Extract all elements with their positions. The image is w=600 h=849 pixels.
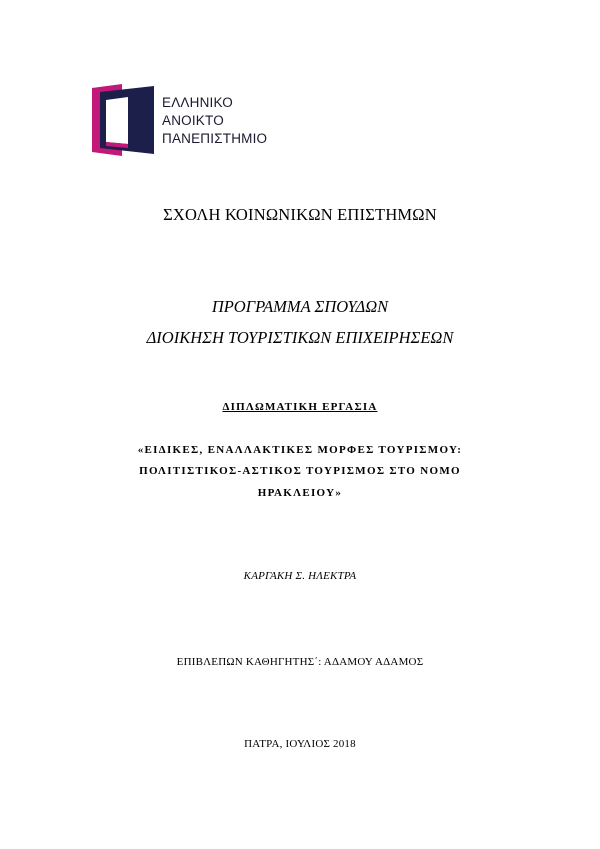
supervisor: ΕΠΙΒΛΕΠΩΝ ΚΑΘΗΓΗΤΗΣ΄: ΑΔΑΜΟΥ ΑΔΑΜΟΣ	[176, 656, 424, 668]
author-name: ΚΑΡΓΑΚΗ Σ. ΗΛΕΚΤΡΑ	[243, 570, 357, 582]
place-date: ΠΑΤΡΑ, ΙΟΥΛΙΟΣ 2018	[244, 738, 356, 750]
program-label: ΠΡΟΓΡΑΜΜΑ ΣΠΟΥΔΩΝ	[211, 297, 389, 316]
logo-line-2: ΑΝΟΙΚΤΟ	[162, 113, 224, 128]
program-name: ΔΙΟΙΚΗΣΗ ΤΟΥΡΙΣΤΙΚΩΝ ΕΠΙΧΕΙΡΗΣΕΩΝ	[146, 328, 454, 347]
thesis-title-line-3: ΗΡΑΚΛΕΙΟΥ»	[257, 487, 343, 499]
thesis-title-line-1: «ΕΙΔΙΚΕΣ, ΕΝΑΛΛΑΚΤΙΚΕΣ ΜΟΡΦΕΣ ΤΟΥΡΙΣΜΟΥ:	[137, 444, 463, 456]
university-logo	[92, 84, 292, 156]
university-logo-text	[162, 94, 267, 148]
thesis-title-line-2: ΠΟΛΙΤΙΣΤΙΚΟΣ-ΑΣΤΙΚΟΣ ΤΟΥΡΙΣΜΟΣ ΣΤΟ ΝΟΜΟ	[139, 465, 461, 477]
logo-line-3: ΠΑΝΕΠΙΣΤΗΜΙΟ	[162, 131, 268, 146]
university-logo-mark	[92, 84, 158, 156]
school-name: ΣΧΟΛΗ ΚΟΙΝΩΝΙΚΩΝ ΕΠΙΣΤΗΜΩΝ	[163, 205, 437, 224]
logo-line-1: ΕΛΛΗΝΙΚΟ	[162, 95, 233, 110]
thesis-type: ΔΙΠΛΩΜΑΤΙΚΗ ΕΡΓΑΣΙΑ	[222, 401, 378, 413]
